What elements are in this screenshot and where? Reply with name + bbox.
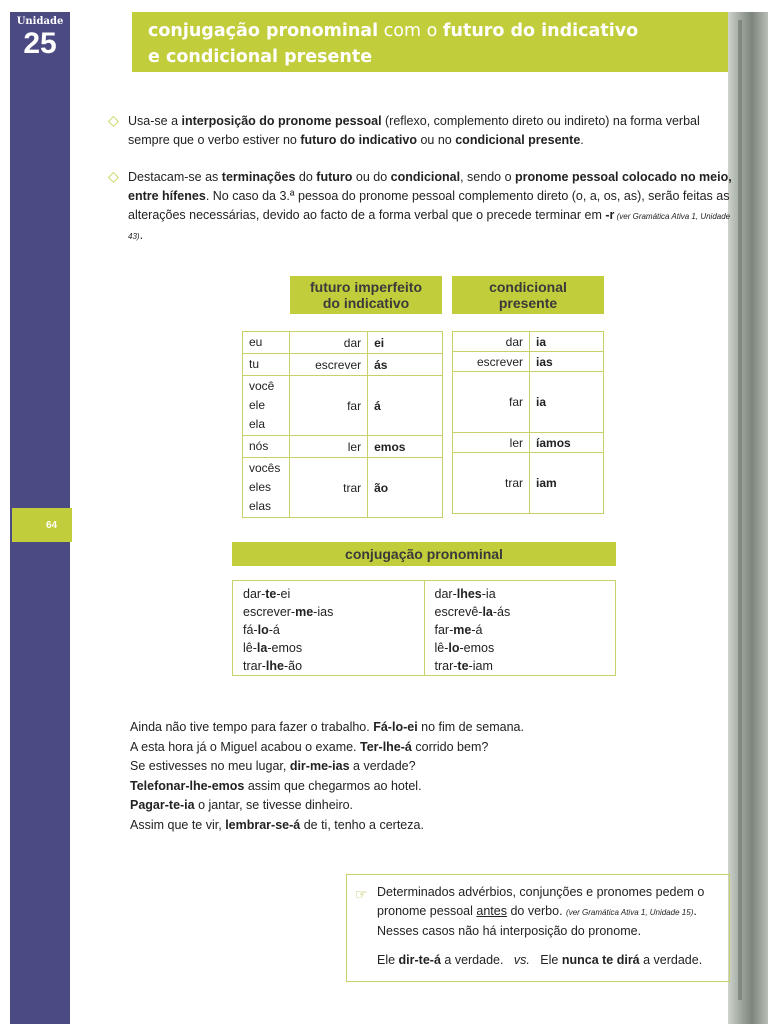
conditional-conjugation-table xyxy=(452,331,604,514)
ending-cell: ias xyxy=(530,352,604,372)
list-item: dar-te-ei xyxy=(243,587,291,601)
unit-number: 25 xyxy=(23,27,57,60)
page-edge-shadow xyxy=(728,12,768,1024)
pronoun: você xyxy=(249,379,275,393)
ending-cell: á xyxy=(368,376,443,436)
ending-cell: emos xyxy=(368,436,443,458)
note-example: Ele dir-te-á a verdade. vs. Ele nunca te dirá a verdade. xyxy=(377,953,703,967)
verb-stem-cell: far xyxy=(290,376,368,436)
pronoun: nós xyxy=(249,439,269,453)
rule-paragraph-2 xyxy=(108,168,734,246)
example-sentence: Se estivesses no meu lugar, dir-me-ias a verdade? xyxy=(130,759,416,773)
pronominal-header: conjugação pronominal xyxy=(232,542,616,566)
text: , sendo o xyxy=(460,170,515,184)
text: . xyxy=(580,133,584,147)
diamond-bullet-icon: ◇ xyxy=(108,112,119,128)
pronominal-column-left xyxy=(233,581,424,675)
future-conjugation-table xyxy=(242,331,443,518)
ending-cell: íamos xyxy=(530,433,604,453)
pronoun: ela xyxy=(249,417,266,431)
diamond-bullet-icon: ◇ xyxy=(108,168,119,184)
example-sentence: Pagar-te-ia o jantar, se tivesse dinheiro. xyxy=(130,798,354,812)
list-item: trar-lhe-ão xyxy=(243,659,303,673)
example-sentence: Ainda não tive tempo para fazer o trabalho. Fá-lo-ei no fim de semana. xyxy=(130,720,524,734)
table-row xyxy=(453,332,604,352)
table-row xyxy=(453,352,604,372)
table-row xyxy=(453,372,604,433)
verb-stem-cell: far xyxy=(453,372,530,433)
pronoun: eles xyxy=(249,480,272,494)
bold-text: -r xyxy=(605,208,615,222)
unit-badge xyxy=(10,12,70,72)
note-box xyxy=(346,874,730,982)
list-item: lê-lo-emos xyxy=(434,641,495,655)
pronominal-column-right xyxy=(424,581,616,675)
pronoun: vocês xyxy=(249,461,281,475)
bold-text: interposição do pronome pessoal xyxy=(181,114,382,128)
text: ou do xyxy=(352,170,391,184)
text: (reflexo, complemento direto ou indireto) na forma verbal sempre que o verbo estiver no xyxy=(128,114,700,147)
bold-text: pronome pessoal colocado no meio, entre hífenes xyxy=(128,170,732,203)
title-part-1: conjugação pronominal xyxy=(148,21,379,41)
pronoun: elas xyxy=(249,499,272,513)
table-row xyxy=(243,354,443,376)
bold-text: futuro xyxy=(316,170,353,184)
list-item: fá-lo-á xyxy=(243,623,280,637)
list-item: escrever-me-ias xyxy=(243,605,334,619)
verb-stem-cell: trar xyxy=(453,453,530,514)
verb-stem-cell: trar xyxy=(290,458,368,518)
pronoun: eu xyxy=(249,335,263,349)
verb-stem-cell: dar xyxy=(453,332,530,352)
reference-note: (ver Gramática Ativa 1, Unidade 43) xyxy=(128,212,731,241)
ending-cell: ei xyxy=(368,332,443,354)
pronoun-cell xyxy=(243,332,290,354)
ending-cell: ão xyxy=(368,458,443,518)
bold-text: futuro do indicativo xyxy=(300,133,417,147)
unit-word: Unidade xyxy=(16,16,64,27)
table-row xyxy=(243,376,443,436)
ending-cell: ia xyxy=(530,332,604,352)
note-text: Determinados advérbios, conjunções e pronomes pedem o pronome pessoal antes do verbo. (ver Gramática Ativa 1, Unidade 15). Nesses casos não há interposição do pronome. xyxy=(377,885,705,938)
table-row xyxy=(243,458,443,518)
pronominal-examples-box xyxy=(232,580,616,676)
table-row xyxy=(453,433,604,453)
list-item: trar-te-iam xyxy=(434,659,493,673)
pronoun-cell xyxy=(243,436,290,458)
example-sentence: Assim que te vir, lembrar-se-á de ti, tenho a certeza. xyxy=(130,817,424,832)
list-item: dar-lhes-ia xyxy=(434,587,496,601)
bold-text: terminações xyxy=(221,170,296,184)
list-item: lê-la-emos xyxy=(243,641,303,655)
bold-text: condicional presente xyxy=(455,133,581,147)
text: . No caso da 3.ª pessoa do pronome pessoal complemento direto (o, a, os, as), serão feitas as alterações necessárias, devido ao facto de a forma verbal que o precede terminar em xyxy=(128,189,730,222)
page-title xyxy=(148,18,708,70)
future-table-header xyxy=(290,276,442,314)
text: . xyxy=(139,228,144,242)
rule-paragraph-1 xyxy=(108,112,734,150)
ending-cell: ia xyxy=(530,372,604,433)
table-row xyxy=(243,332,443,354)
text: do xyxy=(295,170,317,184)
pronoun-cell xyxy=(243,354,290,376)
header-line: condicional xyxy=(489,279,567,295)
title-part-4: e condicional presente xyxy=(148,47,373,67)
page-number-tab xyxy=(12,508,72,542)
header-line: futuro imperfeito xyxy=(310,279,422,295)
conditional-table-header xyxy=(452,276,604,314)
table-row xyxy=(243,436,443,458)
verb-stem-cell: ler xyxy=(290,436,368,458)
page-number: 64 xyxy=(46,519,58,531)
ending-cell: iam xyxy=(530,453,604,514)
text: ou no xyxy=(417,133,456,147)
page-edge-line xyxy=(738,20,742,1000)
pronoun-cell xyxy=(243,376,290,436)
ending-cell: ás xyxy=(368,354,443,376)
title-part-2: com o xyxy=(378,21,443,41)
verb-stem-cell: escrever xyxy=(453,352,530,372)
example-sentence: Telefonar-lhe-emos assim que chegarmos ao hotel. xyxy=(130,778,422,793)
table-row xyxy=(453,453,604,514)
title-part-3: futuro do indicativo xyxy=(442,21,639,41)
verb-stem-cell: escrever xyxy=(290,354,368,376)
header-line: do indicativo xyxy=(322,295,410,311)
bold-text: condicional xyxy=(390,170,461,184)
header-line: presente xyxy=(498,295,558,311)
pronoun: tu xyxy=(249,357,260,371)
text: Destacam-se as xyxy=(128,170,222,184)
example-sentences xyxy=(130,718,690,835)
pronoun-cell xyxy=(243,458,290,518)
pronoun: ele xyxy=(249,398,266,412)
pointing-hand-icon: ☞ xyxy=(355,886,368,902)
list-item: escrevê-la-ás xyxy=(434,605,511,619)
verb-stem-cell: ler xyxy=(453,433,530,453)
text: Usa-se a xyxy=(128,114,182,128)
list-item: far-me-á xyxy=(434,623,483,637)
verb-stem-cell: dar xyxy=(290,332,368,354)
example-sentence: A esta hora já o Miguel acabou o exame. Ter-lhe-á corrido bem? xyxy=(130,739,489,754)
